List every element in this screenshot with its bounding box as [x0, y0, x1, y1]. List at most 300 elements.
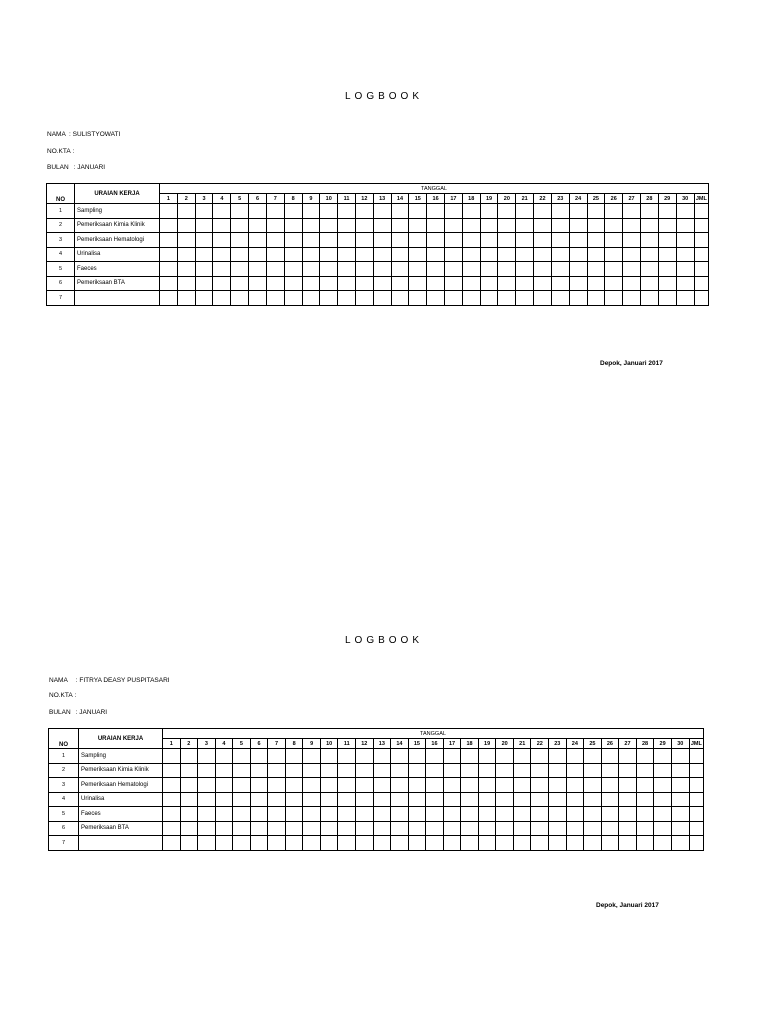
entry-cell[interactable] — [513, 836, 531, 851]
entry-cell[interactable] — [478, 778, 496, 793]
entry-cell[interactable] — [461, 778, 479, 793]
entry-cell[interactable] — [513, 807, 531, 822]
entry-cell[interactable] — [534, 218, 552, 233]
entry-cell[interactable] — [302, 233, 320, 248]
entry-cell[interactable] — [605, 247, 623, 262]
entry-cell[interactable] — [250, 792, 268, 807]
entry-cell[interactable] — [356, 763, 374, 778]
entry-cell[interactable] — [534, 233, 552, 248]
entry-cell[interactable] — [689, 792, 703, 807]
entry-cell[interactable] — [443, 807, 461, 822]
entry-cell[interactable] — [233, 778, 251, 793]
entry-cell[interactable] — [496, 821, 514, 836]
entry-cell[interactable] — [566, 778, 584, 793]
entry-cell[interactable] — [478, 807, 496, 822]
entry-cell[interactable] — [676, 204, 694, 219]
entry-cell[interactable] — [623, 218, 641, 233]
entry-cell[interactable] — [636, 778, 654, 793]
entry-cell[interactable] — [569, 218, 587, 233]
entry-cell[interactable] — [355, 204, 373, 219]
entry-cell[interactable] — [303, 778, 321, 793]
entry-cell[interactable] — [498, 247, 516, 262]
entry-cell[interactable] — [605, 204, 623, 219]
entry-cell[interactable] — [426, 792, 444, 807]
entry-cell[interactable] — [689, 836, 703, 851]
entry-cell[interactable] — [513, 821, 531, 836]
entry-cell[interactable] — [478, 792, 496, 807]
entry-cell[interactable] — [601, 836, 619, 851]
entry-cell[interactable] — [213, 276, 231, 291]
entry-cell[interactable] — [391, 247, 409, 262]
entry-cell[interactable] — [461, 821, 479, 836]
entry-cell[interactable] — [654, 778, 672, 793]
entry-cell[interactable] — [391, 262, 409, 277]
entry-cell[interactable] — [231, 204, 249, 219]
entry-cell[interactable] — [284, 291, 302, 306]
entry-cell[interactable] — [445, 204, 463, 219]
entry-cell[interactable] — [549, 792, 567, 807]
entry-cell[interactable] — [250, 778, 268, 793]
entry-cell[interactable] — [198, 821, 216, 836]
entry-cell[interactable] — [671, 749, 689, 764]
entry-cell[interactable] — [549, 763, 567, 778]
entry-cell[interactable] — [338, 233, 356, 248]
entry-cell[interactable] — [303, 749, 321, 764]
entry-cell[interactable] — [636, 821, 654, 836]
entry-cell[interactable] — [198, 778, 216, 793]
entry-cell[interactable] — [233, 749, 251, 764]
entry-cell[interactable] — [480, 218, 498, 233]
entry-cell[interactable] — [676, 233, 694, 248]
entry-cell[interactable] — [551, 291, 569, 306]
entry-cell[interactable] — [268, 807, 286, 822]
entry-cell[interactable] — [302, 262, 320, 277]
entry-cell[interactable] — [215, 807, 233, 822]
entry-cell[interactable] — [391, 807, 409, 822]
entry-cell[interactable] — [250, 749, 268, 764]
entry-cell[interactable] — [636, 792, 654, 807]
entry-cell[interactable] — [373, 262, 391, 277]
entry-cell[interactable] — [654, 749, 672, 764]
entry-cell[interactable] — [266, 276, 284, 291]
entry-cell[interactable] — [462, 204, 480, 219]
entry-cell[interactable] — [671, 821, 689, 836]
entry-cell[interactable] — [531, 749, 549, 764]
entry-cell[interactable] — [409, 204, 427, 219]
entry-cell[interactable] — [233, 807, 251, 822]
entry-cell[interactable] — [338, 836, 356, 851]
entry-cell[interactable] — [213, 233, 231, 248]
entry-cell[interactable] — [658, 291, 676, 306]
entry-cell[interactable] — [426, 807, 444, 822]
entry-cell[interactable] — [231, 276, 249, 291]
entry-cell[interactable] — [549, 821, 567, 836]
entry-cell[interactable] — [462, 291, 480, 306]
entry-cell[interactable] — [445, 291, 463, 306]
entry-cell[interactable] — [391, 836, 409, 851]
entry-cell[interactable] — [163, 749, 181, 764]
entry-cell[interactable] — [569, 291, 587, 306]
entry-cell[interactable] — [408, 778, 426, 793]
entry-cell[interactable] — [320, 821, 338, 836]
entry-cell[interactable] — [601, 792, 619, 807]
entry-cell[interactable] — [623, 204, 641, 219]
entry-cell[interactable] — [531, 836, 549, 851]
entry-cell[interactable] — [534, 204, 552, 219]
entry-cell[interactable] — [516, 247, 534, 262]
entry-cell[interactable] — [391, 792, 409, 807]
entry-cell[interactable] — [266, 218, 284, 233]
entry-cell[interactable] — [338, 821, 356, 836]
entry-cell[interactable] — [480, 233, 498, 248]
entry-cell[interactable] — [320, 807, 338, 822]
entry-cell[interactable] — [531, 821, 549, 836]
entry-cell[interactable] — [160, 218, 178, 233]
entry-cell[interactable] — [445, 233, 463, 248]
entry-cell[interactable] — [569, 276, 587, 291]
entry-cell[interactable] — [658, 247, 676, 262]
entry-cell[interactable] — [160, 291, 178, 306]
entry-cell[interactable] — [195, 218, 213, 233]
entry-cell[interactable] — [427, 233, 445, 248]
entry-cell[interactable] — [584, 792, 602, 807]
entry-cell[interactable] — [250, 836, 268, 851]
entry-cell[interactable] — [478, 763, 496, 778]
entry-cell[interactable] — [215, 821, 233, 836]
entry-cell[interactable] — [373, 807, 391, 822]
entry-cell[interactable] — [601, 807, 619, 822]
entry-cell[interactable] — [498, 204, 516, 219]
entry-cell[interactable] — [461, 836, 479, 851]
entry-cell[interactable] — [427, 218, 445, 233]
entry-cell[interactable] — [408, 807, 426, 822]
entry-cell[interactable] — [654, 763, 672, 778]
entry-cell[interactable] — [569, 204, 587, 219]
entry-cell[interactable] — [671, 792, 689, 807]
entry-cell[interactable] — [233, 821, 251, 836]
entry-cell[interactable] — [163, 807, 181, 822]
entry-cell[interactable] — [498, 233, 516, 248]
entry-cell[interactable] — [408, 792, 426, 807]
entry-cell[interactable] — [213, 291, 231, 306]
entry-cell[interactable] — [619, 749, 637, 764]
entry-cell[interactable] — [623, 233, 641, 248]
entry-cell[interactable] — [496, 836, 514, 851]
entry-cell[interactable] — [640, 262, 658, 277]
entry-cell[interactable] — [676, 276, 694, 291]
entry-cell[interactable] — [445, 218, 463, 233]
entry-cell[interactable] — [285, 821, 303, 836]
entry-cell[interactable] — [266, 233, 284, 248]
entry-cell[interactable] — [177, 291, 195, 306]
entry-cell[interactable] — [619, 836, 637, 851]
entry-cell[interactable] — [676, 218, 694, 233]
entry-cell[interactable] — [619, 792, 637, 807]
entry-cell[interactable] — [534, 276, 552, 291]
entry-cell[interactable] — [409, 247, 427, 262]
entry-cell[interactable] — [249, 218, 267, 233]
entry-cell[interactable] — [338, 778, 356, 793]
entry-cell[interactable] — [584, 778, 602, 793]
entry-cell[interactable] — [640, 247, 658, 262]
entry-cell[interactable] — [426, 836, 444, 851]
entry-cell[interactable] — [462, 218, 480, 233]
entry-cell[interactable] — [391, 276, 409, 291]
entry-cell[interactable] — [587, 233, 605, 248]
entry-cell[interactable] — [587, 218, 605, 233]
entry-cell[interactable] — [373, 836, 391, 851]
entry-cell[interactable] — [215, 763, 233, 778]
entry-cell[interactable] — [654, 836, 672, 851]
entry-cell[interactable] — [584, 763, 602, 778]
entry-cell[interactable] — [373, 276, 391, 291]
entry-cell[interactable] — [480, 291, 498, 306]
entry-cell[interactable] — [689, 763, 703, 778]
entry-cell[interactable] — [549, 807, 567, 822]
entry-cell[interactable] — [163, 763, 181, 778]
entry-cell[interactable] — [689, 778, 703, 793]
entry-cell[interactable] — [640, 276, 658, 291]
entry-cell[interactable] — [534, 291, 552, 306]
entry-cell[interactable] — [640, 218, 658, 233]
entry-cell[interactable] — [391, 821, 409, 836]
entry-cell[interactable] — [445, 262, 463, 277]
entry-cell[interactable] — [654, 821, 672, 836]
entry-cell[interactable] — [356, 807, 374, 822]
entry-cell[interactable] — [605, 262, 623, 277]
entry-cell[interactable] — [391, 763, 409, 778]
entry-cell[interactable] — [426, 749, 444, 764]
entry-cell[interactable] — [302, 276, 320, 291]
entry-cell[interactable] — [689, 821, 703, 836]
entry-cell[interactable] — [356, 821, 374, 836]
entry-cell[interactable] — [356, 778, 374, 793]
entry-cell[interactable] — [587, 262, 605, 277]
entry-cell[interactable] — [268, 836, 286, 851]
entry-cell[interactable] — [443, 821, 461, 836]
entry-cell[interactable] — [584, 807, 602, 822]
entry-cell[interactable] — [534, 247, 552, 262]
entry-cell[interactable] — [177, 276, 195, 291]
entry-cell[interactable] — [636, 807, 654, 822]
entry-cell[interactable] — [198, 807, 216, 822]
entry-cell[interactable] — [534, 262, 552, 277]
entry-cell[interactable] — [587, 247, 605, 262]
entry-cell[interactable] — [462, 247, 480, 262]
entry-cell[interactable] — [373, 233, 391, 248]
entry-cell[interactable] — [285, 763, 303, 778]
entry-cell[interactable] — [213, 247, 231, 262]
entry-cell[interactable] — [303, 821, 321, 836]
entry-cell[interactable] — [443, 836, 461, 851]
entry-cell[interactable] — [409, 233, 427, 248]
entry-cell[interactable] — [516, 262, 534, 277]
entry-cell[interactable] — [177, 204, 195, 219]
entry-cell[interactable] — [285, 778, 303, 793]
entry-cell[interactable] — [338, 807, 356, 822]
entry-cell[interactable] — [516, 204, 534, 219]
entry-cell[interactable] — [320, 262, 338, 277]
entry-cell[interactable] — [373, 778, 391, 793]
entry-cell[interactable] — [163, 792, 181, 807]
entry-cell[interactable] — [676, 262, 694, 277]
entry-cell[interactable] — [569, 262, 587, 277]
entry-cell[interactable] — [250, 807, 268, 822]
entry-cell[interactable] — [605, 291, 623, 306]
entry-cell[interactable] — [461, 763, 479, 778]
entry-cell[interactable] — [551, 262, 569, 277]
entry-cell[interactable] — [338, 218, 356, 233]
entry-cell[interactable] — [640, 291, 658, 306]
entry-cell[interactable] — [462, 276, 480, 291]
entry-cell[interactable] — [496, 749, 514, 764]
entry-cell[interactable] — [601, 778, 619, 793]
entry-cell[interactable] — [587, 204, 605, 219]
entry-cell[interactable] — [409, 218, 427, 233]
entry-cell[interactable] — [266, 204, 284, 219]
entry-cell[interactable] — [623, 291, 641, 306]
entry-cell[interactable] — [498, 218, 516, 233]
entry-cell[interactable] — [549, 836, 567, 851]
entry-cell[interactable] — [480, 204, 498, 219]
entry-cell[interactable] — [694, 291, 708, 306]
entry-cell[interactable] — [623, 276, 641, 291]
entry-cell[interactable] — [551, 218, 569, 233]
entry-cell[interactable] — [249, 247, 267, 262]
entry-cell[interactable] — [461, 792, 479, 807]
entry-cell[interactable] — [566, 807, 584, 822]
entry-cell[interactable] — [268, 792, 286, 807]
entry-cell[interactable] — [636, 749, 654, 764]
entry-cell[interactable] — [427, 262, 445, 277]
entry-cell[interactable] — [671, 778, 689, 793]
entry-cell[interactable] — [462, 233, 480, 248]
entry-cell[interactable] — [391, 778, 409, 793]
entry-cell[interactable] — [619, 778, 637, 793]
entry-cell[interactable] — [320, 204, 338, 219]
entry-cell[interactable] — [640, 204, 658, 219]
entry-cell[interactable] — [658, 276, 676, 291]
entry-cell[interactable] — [569, 233, 587, 248]
entry-cell[interactable] — [215, 792, 233, 807]
entry-cell[interactable] — [549, 778, 567, 793]
entry-cell[interactable] — [601, 749, 619, 764]
entry-cell[interactable] — [249, 276, 267, 291]
entry-cell[interactable] — [160, 247, 178, 262]
entry-cell[interactable] — [566, 763, 584, 778]
entry-cell[interactable] — [177, 218, 195, 233]
entry-cell[interactable] — [409, 276, 427, 291]
entry-cell[interactable] — [694, 204, 708, 219]
entry-cell[interactable] — [338, 276, 356, 291]
entry-cell[interactable] — [513, 763, 531, 778]
entry-cell[interactable] — [195, 204, 213, 219]
entry-cell[interactable] — [658, 218, 676, 233]
entry-cell[interactable] — [355, 276, 373, 291]
entry-cell[interactable] — [268, 778, 286, 793]
entry-cell[interactable] — [671, 807, 689, 822]
entry-cell[interactable] — [177, 233, 195, 248]
entry-cell[interactable] — [160, 262, 178, 277]
entry-cell[interactable] — [231, 247, 249, 262]
entry-cell[interactable] — [373, 291, 391, 306]
entry-cell[interactable] — [180, 763, 198, 778]
entry-cell[interactable] — [566, 749, 584, 764]
entry-cell[interactable] — [356, 836, 374, 851]
entry-cell[interactable] — [250, 763, 268, 778]
entry-cell[interactable] — [658, 204, 676, 219]
entry-cell[interactable] — [160, 233, 178, 248]
entry-cell[interactable] — [443, 749, 461, 764]
entry-cell[interactable] — [408, 763, 426, 778]
entry-cell[interactable] — [303, 792, 321, 807]
entry-cell[interactable] — [195, 262, 213, 277]
entry-cell[interactable] — [285, 792, 303, 807]
entry-cell[interactable] — [426, 763, 444, 778]
entry-cell[interactable] — [654, 807, 672, 822]
entry-cell[interactable] — [443, 778, 461, 793]
entry-cell[interactable] — [163, 821, 181, 836]
entry-cell[interactable] — [619, 763, 637, 778]
entry-cell[interactable] — [320, 247, 338, 262]
entry-cell[interactable] — [338, 763, 356, 778]
entry-cell[interactable] — [409, 291, 427, 306]
entry-cell[interactable] — [195, 291, 213, 306]
entry-cell[interactable] — [391, 749, 409, 764]
entry-cell[interactable] — [320, 218, 338, 233]
entry-cell[interactable] — [478, 836, 496, 851]
entry-cell[interactable] — [320, 291, 338, 306]
entry-cell[interactable] — [180, 778, 198, 793]
entry-cell[interactable] — [601, 763, 619, 778]
entry-cell[interactable] — [284, 204, 302, 219]
entry-cell[interactable] — [231, 262, 249, 277]
entry-cell[interactable] — [198, 792, 216, 807]
entry-cell[interactable] — [338, 262, 356, 277]
entry-cell[interactable] — [195, 247, 213, 262]
entry-cell[interactable] — [498, 262, 516, 277]
entry-cell[interactable] — [427, 204, 445, 219]
entry-cell[interactable] — [180, 821, 198, 836]
entry-cell[interactable] — [516, 276, 534, 291]
entry-cell[interactable] — [355, 262, 373, 277]
entry-cell[interactable] — [427, 247, 445, 262]
entry-cell[interactable] — [338, 792, 356, 807]
entry-cell[interactable] — [373, 218, 391, 233]
entry-cell[interactable] — [268, 821, 286, 836]
entry-cell[interactable] — [373, 763, 391, 778]
entry-cell[interactable] — [213, 204, 231, 219]
entry-cell[interactable] — [198, 836, 216, 851]
entry-cell[interactable] — [409, 262, 427, 277]
entry-cell[interactable] — [461, 749, 479, 764]
entry-cell[interactable] — [233, 836, 251, 851]
entry-cell[interactable] — [694, 247, 708, 262]
entry-cell[interactable] — [636, 836, 654, 851]
entry-cell[interactable] — [231, 233, 249, 248]
entry-cell[interactable] — [180, 749, 198, 764]
entry-cell[interactable] — [427, 291, 445, 306]
entry-cell[interactable] — [623, 262, 641, 277]
entry-cell[interactable] — [250, 821, 268, 836]
entry-cell[interactable] — [373, 247, 391, 262]
entry-cell[interactable] — [427, 276, 445, 291]
entry-cell[interactable] — [163, 778, 181, 793]
entry-cell[interactable] — [658, 233, 676, 248]
entry-cell[interactable] — [671, 763, 689, 778]
entry-cell[interactable] — [513, 778, 531, 793]
entry-cell[interactable] — [694, 276, 708, 291]
